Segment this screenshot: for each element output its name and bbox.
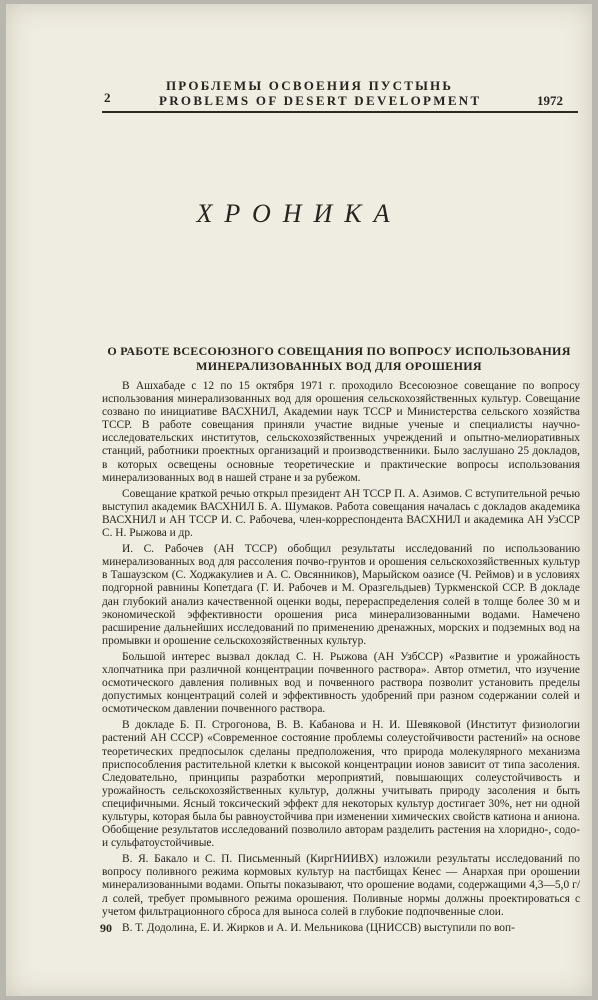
paragraph: Большой интерес вызвал доклад С. Н. Рыжова (АН УзбССР) «Развитие и урожайность хлопчатника при различной концентрации почвенного раствора». Автор отметил, что изучение осмотического давления поливных вод и почвенного раствора позволит установить пределы допустимых концентраций солей и эффективность удобрений при разном содержании солей и осмотическом давлении почвенного раствора. [102,650,580,716]
header-year: 1972 [537,93,563,108]
header-page-number: 2 [104,90,111,105]
journal-title-en: PROBLEMS OF DESERT DEVELOPMENT [159,93,482,108]
journal-title-ru: ПРОБЛЕМЫ ОСВОЕНИЯ ПУСТЫНЬ [166,78,454,93]
article-body [102,380,580,938]
paragraph: В. Т. Додолина, Е. И. Жирков и А. И. Мельникова (ЦНИССВ) выступили по воп- [122,921,515,934]
article-title [98,344,580,374]
paragraph: Совещание краткой речью открыл президент АН ТССР П. А. Азимов. С вступительной речью выступил академик ВАСХНИЛ Б. А. Шумаков. Работа совещания началась с докладов академика ВАСХНИЛ и АН ТССР И. С. Рабочева, член-корреспондента ВАСХНИЛ и академика АН УзССР С. Н. Рыжова и др. [102,487,580,540]
header-rule [102,111,578,113]
paragraph: В Ашхабаде с 12 по 15 октября 1971 г. проходило Всесоюзное совещание по вопросу использования минерализованных вод для орошения сельскохозяйственных культур. Совещание созвано по инициативе ВАСХНИЛ, Академии наук ТССР и Министерства сельского хозяйства ТССР. В работе совещания приняли участие видные ученые и специалисты научно-исследовательских институтов, сельскохозяйственных учреждений и опытно-мелиоративных станций, работники проектных организаций и производственники. Было заслушано 25 докладов, в которых освещены основные теоретические и практические вопросы использования минерализованных вод в нашей стране и за рубежом. [102,380,580,484]
paragraph: В докладе Б. П. Строгонова, В. В. Кабанова и Н. И. Шевяковой (Институт физиологии растений АН СССР) «Современное состояние проблемы солеустойчивости растений» на основе теоретических предпосылок сделаны предположения, что природа молекулярного механизма приспособления растительной клетки к высокой концентрации ионов зависит от типа засоления. Следовательно, принципы разработки мероприятий, повышающих солеустойчивость и урожайность сельскохозяйственных культур, должны учитывать природу засоления и быть специфичными. Ясный токсический эффект для некоторых культур достигает 30%, нет ни одной культуры, которая была бы равноустойчива при изменении химических свойств катиона и аниона. Обобщение результатов исследований позволило авторам разделить растения на хлоридно-, содо- и сульфатоустойчивые. [102,719,580,850]
paragraph: В. Я. Бакало и С. П. Письменный (КиргНИИВХ) изложили результаты исследований по вопросу поливного режима кормовых культур на пастбищах Кенес — Анархая при орошении минерализованными водами. Опыты показывают, что орошение водами, содержащими 4,3—5,0 г/л солей, требует промывного режима орошения. Поливные нормы должны проектироваться с учетом фильтрационного сброса для выноса солей в глубокие подпочвенные слои. [102,853,580,918]
journal-page [6,4,592,996]
footer-page-number: 90 [100,921,112,935]
article-title-line: О РАБОТЕ ВСЕСОЮЗНОГО СОВЕЩАНИЯ ПО ВОПРОСУ ИСПОЛЬЗОВАНИЯ [107,344,571,358]
section-title: ХРОНИКА [196,199,402,229]
paragraph: И. С. Рабочев (АН ТССР) обобщил результаты исследований по использованию минерализованных вод для рассоления почво-грунтов и орошения сельскохозяйственных культур в Ташаузском (С. Ходжакулиев и А. С. Овсянников), Марыйском оазисе (Ч. Реймов) и в условиях подгорной равнины Копетдага (Г. И. Рабочев и М. Оразгельдыев) Туркменской ССР. В докладе дан глубокий анализ качественной оценки воды, перераспределения солей в толще более 30 м и экономической эффективности орошения риса минерализованными водами. Намечено расширение дальнейших исследований по применению дренажных, морских и подземных вод на промывки и орошение сельскохозяйственных культур. [102,543,580,647]
article-title-line: МИНЕРАЛИЗОВАННЫХ ВОД ДЛЯ ОРОШЕНИЯ [196,359,482,373]
running-header [6,4,592,124]
